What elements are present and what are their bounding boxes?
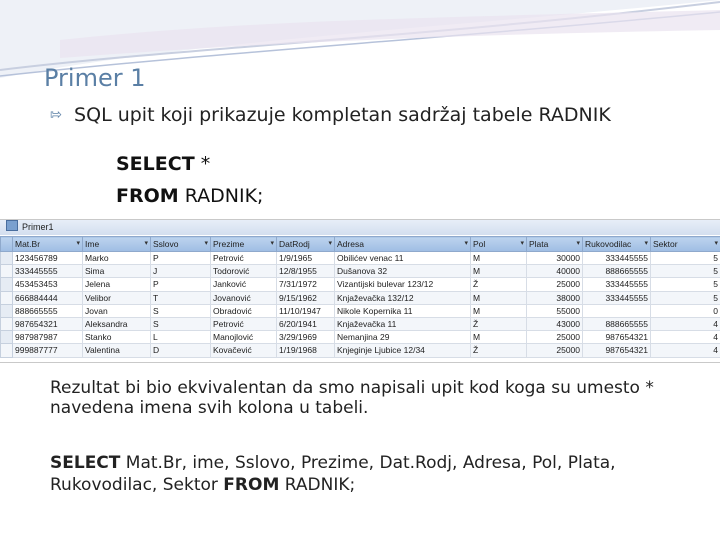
table-cell[interactable]: T xyxy=(151,291,211,304)
keyword-from: FROM xyxy=(116,185,179,207)
keyword-select: SELECT xyxy=(116,153,195,175)
table-cell[interactable]: 888665555 xyxy=(583,317,651,330)
window-title-text: Primer1 xyxy=(22,222,54,232)
table-row[interactable] xyxy=(1,331,720,344)
filter-dropdown-icon[interactable]: ▾ xyxy=(464,240,468,247)
table-cell[interactable]: Velibor xyxy=(83,291,151,304)
table-cell[interactable]: 666884444 xyxy=(13,291,83,304)
keyword-from-2: FROM xyxy=(223,475,280,495)
table-cell[interactable]: 999887777 xyxy=(13,344,83,357)
table-cell[interactable]: 333445555 xyxy=(13,265,83,278)
table-cell[interactable]: 12/8/1955 xyxy=(277,265,335,278)
table-row[interactable] xyxy=(1,252,720,265)
table-cell[interactable]: 43000 xyxy=(527,317,583,330)
table-cell[interactable]: 3/29/1969 xyxy=(277,331,335,344)
row-selector[interactable] xyxy=(1,252,13,265)
column-header[interactable] xyxy=(277,237,335,252)
row-selector[interactable] xyxy=(1,317,13,330)
table-cell[interactable]: 11/10/1947 xyxy=(277,304,335,317)
row-selector-header[interactable] xyxy=(1,237,13,252)
query-result-screenshot xyxy=(0,219,720,363)
table-cell[interactable]: Knjaževačka 11 xyxy=(335,317,471,330)
table-cell[interactable]: 987654321 xyxy=(13,317,83,330)
table-name: RADNIK; xyxy=(279,475,356,495)
table-cell[interactable]: 5 xyxy=(651,252,720,265)
table-cell[interactable]: Obradović xyxy=(211,304,277,317)
equivalent-query xyxy=(50,452,700,496)
table-cell[interactable]: 6/20/1941 xyxy=(277,317,335,330)
table-cell[interactable]: 5 xyxy=(651,291,720,304)
table-cell[interactable]: 888665555 xyxy=(583,265,651,278)
table-cell[interactable]: S xyxy=(151,304,211,317)
column-header-label: Pol xyxy=(473,239,486,249)
table-cell[interactable]: 55000 xyxy=(527,304,583,317)
column-list: Mat.Br, ime, Sslovo, Prezime, Dat.Rodj, Adresa, Pol, Plata, Rukovodilac, Sektor xyxy=(50,453,616,495)
table-cell[interactable]: Janković xyxy=(211,278,277,291)
bullet-arrow-icon: ⇰ xyxy=(50,107,62,123)
column-header[interactable] xyxy=(335,237,471,252)
column-header-label: Ime xyxy=(85,239,100,249)
table-cell[interactable]: 1/9/1965 xyxy=(277,252,335,265)
filter-dropdown-icon[interactable]: ▾ xyxy=(270,240,274,247)
table-cell[interactable]: Jovanović xyxy=(211,291,277,304)
bullet-text: SQL upit koji prikazuje kompletan sadržaj tabele RADNIK xyxy=(74,104,611,126)
table-cell[interactable]: 987654321 xyxy=(583,344,651,357)
table-cell[interactable]: Sima xyxy=(83,265,151,278)
table-cell[interactable]: 5 xyxy=(651,265,720,278)
table-cell[interactable]: 0 xyxy=(651,304,720,317)
table-cell[interactable]: 7/31/1972 xyxy=(277,278,335,291)
column-header-label: Mat.Br xyxy=(15,239,41,249)
column-header[interactable] xyxy=(583,237,651,252)
table-cell[interactable]: Ž xyxy=(471,317,527,330)
column-header-label: Sektor xyxy=(653,239,678,249)
row-selector[interactable] xyxy=(1,265,13,278)
sql-code-block xyxy=(116,148,263,212)
code-line-2 xyxy=(116,180,263,212)
table-cell[interactable]: 25000 xyxy=(527,278,583,291)
table-cell[interactable]: 333445555 xyxy=(583,252,651,265)
table-cell[interactable]: 25000 xyxy=(527,331,583,344)
result-window-title xyxy=(0,220,720,235)
table-cell[interactable]: Stanko xyxy=(83,331,151,344)
column-header-label: Adresa xyxy=(337,239,364,249)
table-row[interactable] xyxy=(1,304,720,317)
table-cell[interactable]: P xyxy=(151,252,211,265)
table-cell[interactable]: Manojlović xyxy=(211,331,277,344)
column-header-label: Rukovodilac xyxy=(585,239,632,249)
table-cell[interactable]: Knjaževačka 132/12 xyxy=(335,291,471,304)
table-row[interactable] xyxy=(1,344,720,357)
column-header[interactable] xyxy=(13,237,83,252)
code-select-rest: * xyxy=(194,153,211,175)
table-row[interactable] xyxy=(1,278,720,291)
table-cell[interactable]: Valentina xyxy=(83,344,151,357)
table-cell[interactable]: 4 xyxy=(651,331,720,344)
table-cell[interactable]: Todorović xyxy=(211,265,277,278)
result-explanation: Rezultat bi bio ekvivalentan da smo napisali upit kod koga su umesto * navedena imena svih kolona u tabeli. xyxy=(50,378,654,418)
table-cell[interactable]: 4 xyxy=(651,344,720,357)
table-cell[interactable]: 888665555 xyxy=(13,304,83,317)
column-header[interactable] xyxy=(211,237,277,252)
row-selector[interactable] xyxy=(1,331,13,344)
column-header[interactable] xyxy=(527,237,583,252)
column-header[interactable] xyxy=(651,237,720,252)
column-header[interactable] xyxy=(83,237,151,252)
table-cell[interactable]: J xyxy=(151,265,211,278)
table-cell[interactable]: 9/15/1962 xyxy=(277,291,335,304)
table-cell[interactable]: Nemanjina 29 xyxy=(335,331,471,344)
table-cell[interactable]: 333445555 xyxy=(583,291,651,304)
table-cell[interactable]: M xyxy=(471,304,527,317)
table-cell[interactable]: Marko xyxy=(83,252,151,265)
filter-dropdown-icon[interactable]: ▾ xyxy=(644,240,648,247)
row-selector[interactable] xyxy=(1,304,13,317)
table-cell[interactable]: M xyxy=(471,265,527,278)
table-cell[interactable]: Aleksandra xyxy=(83,317,151,330)
table-cell[interactable]: M xyxy=(471,252,527,265)
table-cell[interactable]: S xyxy=(151,317,211,330)
filter-dropdown-icon[interactable]: ▾ xyxy=(576,240,580,247)
code-line-1 xyxy=(116,148,263,180)
table-cell[interactable]: Knjeginje Ljubice 12/34 xyxy=(335,344,471,357)
table-row[interactable] xyxy=(1,291,720,304)
table-cell[interactable]: M xyxy=(471,331,527,344)
row-selector[interactable] xyxy=(1,344,13,357)
row-selector[interactable] xyxy=(1,291,13,304)
column-header-label: DatRodj xyxy=(279,239,310,249)
table-cell[interactable]: 123456789 xyxy=(13,252,83,265)
table-cell[interactable]: 453453453 xyxy=(13,278,83,291)
table-cell[interactable]: 987654321 xyxy=(583,331,651,344)
table-cell[interactable]: Nikole Kopernika 11 xyxy=(335,304,471,317)
filter-dropdown-icon[interactable]: ▾ xyxy=(714,240,718,247)
table-cell[interactable]: 987987987 xyxy=(13,331,83,344)
column-header-label: Prezime xyxy=(213,239,245,249)
table-cell[interactable] xyxy=(583,304,651,317)
table-cell[interactable]: Obilićev venac 11 xyxy=(335,252,471,265)
bullet-item xyxy=(50,104,611,126)
table-header-row xyxy=(1,237,720,252)
table-cell[interactable]: 333445555 xyxy=(583,278,651,291)
table-cell[interactable]: Vizantijski bulevar 123/12 xyxy=(335,278,471,291)
table-cell[interactable]: Ž xyxy=(471,344,527,357)
table-cell[interactable]: Kovačević xyxy=(211,344,277,357)
column-header[interactable] xyxy=(471,237,527,252)
table-cell[interactable]: Dušanova 32 xyxy=(335,265,471,278)
code-from-rest: RADNIK; xyxy=(178,185,264,207)
column-header-label: Plata xyxy=(529,239,549,249)
filter-dropdown-icon[interactable]: ▾ xyxy=(328,240,332,247)
table-cell[interactable]: L xyxy=(151,331,211,344)
table-cell[interactable]: P xyxy=(151,278,211,291)
filter-dropdown-icon[interactable]: ▾ xyxy=(144,240,148,247)
table-cell[interactable]: Petrović xyxy=(211,252,277,265)
column-header[interactable] xyxy=(151,237,211,252)
table-cell[interactable]: Ž xyxy=(471,278,527,291)
table-icon xyxy=(6,220,18,231)
slide-title: Primer 1 xyxy=(44,64,146,92)
table-cell[interactable]: D xyxy=(151,344,211,357)
keyword-select-2: SELECT xyxy=(50,453,121,473)
table-cell[interactable]: 38000 xyxy=(527,291,583,304)
filter-dropdown-icon[interactable]: ▾ xyxy=(76,240,80,247)
table-row[interactable] xyxy=(1,265,720,278)
filter-dropdown-icon[interactable]: ▾ xyxy=(204,240,208,247)
table-cell[interactable]: Jovan xyxy=(83,304,151,317)
row-selector[interactable] xyxy=(1,278,13,291)
table-cell[interactable]: Jelena xyxy=(83,278,151,291)
filter-dropdown-icon[interactable]: ▾ xyxy=(520,240,524,247)
result-table xyxy=(0,236,720,358)
table-cell[interactable]: 40000 xyxy=(527,265,583,278)
table-cell[interactable]: 5 xyxy=(651,278,720,291)
table-row[interactable] xyxy=(1,317,720,330)
table-cell[interactable]: 25000 xyxy=(527,344,583,357)
table-cell[interactable]: 4 xyxy=(651,317,720,330)
table-cell[interactable]: Petrović xyxy=(211,317,277,330)
column-header-label: Sslovo xyxy=(153,239,179,249)
table-cell[interactable]: 1/19/1968 xyxy=(277,344,335,357)
table-cell[interactable]: M xyxy=(471,291,527,304)
table-cell[interactable]: 30000 xyxy=(527,252,583,265)
